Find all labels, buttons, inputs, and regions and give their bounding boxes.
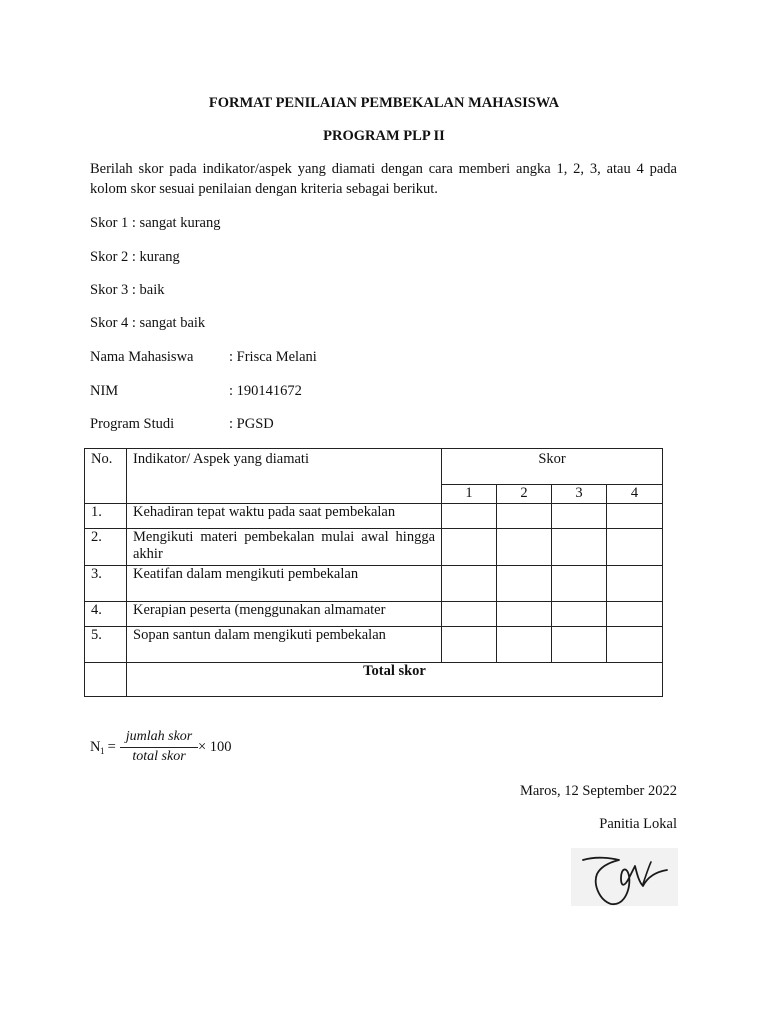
header-score: Skor [442,449,663,485]
score-cell[interactable] [442,627,497,663]
formula-equals: = [104,739,116,755]
student-program-label: Program Studi [90,416,175,432]
formula-fraction [120,729,198,765]
student-nim-label: NIM [90,383,119,399]
criteria-item: Skor 4 : sangat baik [90,315,206,331]
row-indicator: Keatifan dalam mengikuti pembekalan [127,566,442,602]
row-no: 2. [85,529,127,566]
score-cell[interactable] [607,627,663,663]
place-date: Maros, 12 September 2022 [519,783,677,799]
formula-denominator: total skor [132,749,186,764]
row-no: 3. [85,566,127,602]
criteria-item: Skor 1 : sangat kurang [90,215,221,231]
score-cell[interactable] [442,602,497,627]
score-cell[interactable] [607,566,663,602]
signature-image [571,848,678,906]
score-cell[interactable] [552,627,607,663]
score-level-4: 4 [607,485,663,504]
score-cell[interactable] [497,566,552,602]
committee-label: Panitia Lokal [599,816,677,832]
row-no: 4. [85,602,127,627]
criteria-item: Skor 2 : kurang [90,249,180,265]
row-indicator: Kerapian peserta (menggunakan almamater [127,602,442,627]
score-cell[interactable] [552,566,607,602]
student-name-label: Nama Mahasiswa [90,349,194,365]
table-row [85,602,663,627]
row-no: 5. [85,627,127,663]
score-cell[interactable] [607,529,663,566]
score-cell[interactable] [497,602,552,627]
score-table [84,448,663,697]
total-no-cell [85,663,127,697]
header-indicator: Indikator/ Aspek yang diamati [127,449,442,504]
formula-multiplier: × 100 [198,739,232,755]
row-indicator: Mengikuti materi pembekalan mulai awal hingga akhir [127,529,442,566]
score-cell[interactable] [497,627,552,663]
score-level-2: 2 [497,485,552,504]
score-cell[interactable] [442,566,497,602]
instructions-paragraph: Berilah skor pada indikator/aspek yang diamati dengan cara memberi angka 1, 2, 3, atau 4 pada kolom skor sesuai penilaian dengan kriteria sebagai berikut. [90,161,677,197]
score-cell[interactable] [442,504,497,529]
formula-numerator: jumlah skor [125,729,193,744]
row-indicator: Kehadiran tepat waktu pada saat pembekalan [127,504,442,529]
total-score-label: Total skor [127,663,663,697]
table-row [85,627,663,663]
score-cell[interactable] [442,529,497,566]
formula-n: N [90,739,101,755]
row-indicator: Sopan santun dalam mengikuti pembekalan [127,627,442,663]
score-level-1: 1 [442,485,497,504]
score-cell[interactable] [607,504,663,529]
score-cell[interactable] [497,504,552,529]
score-cell[interactable] [497,529,552,566]
table-row [85,529,663,566]
student-name-value: : Frisca Melani [229,349,317,365]
page-title: FORMAT PENILAIAN PEMBEKALAN MAHASISWA [208,95,560,111]
score-cell[interactable] [607,602,663,627]
row-no: 1. [85,504,127,529]
page-subtitle: PROGRAM PLP II [323,128,445,144]
total-row [85,663,663,697]
table-row [85,504,663,529]
student-program-value: : PGSD [229,416,274,432]
score-level-3: 3 [552,485,607,504]
fraction-bar [120,747,198,748]
score-cell[interactable] [552,602,607,627]
student-nim-value: : 190141672 [229,383,302,399]
score-cell[interactable] [552,504,607,529]
criteria-item: Skor 3 : baik [90,282,165,298]
formula-subscript: 1 [100,746,105,756]
table-row [85,566,663,602]
header-no: No. [85,449,127,504]
score-cell[interactable] [552,529,607,566]
